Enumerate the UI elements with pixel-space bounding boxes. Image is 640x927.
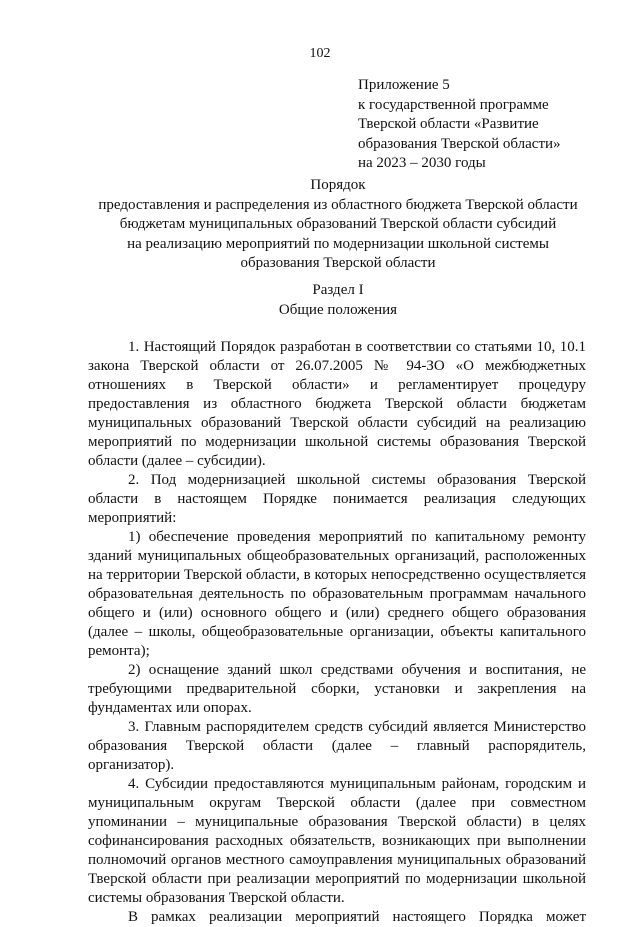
paragraph: 4. Субсидии предоставляются муниципальным районам, городским и муниципальным округам Тверской области (далее при совместном упоминании – муниципальные образования Тверской области) в целях софинансирования расходных обязательств, возникающих при выполнении полномочий органов местного самоуправления муниципальных образований Тверской области при реализации мероприятий по модернизации школьной системы образования Тверской области. — [88, 776, 586, 906]
paragraph: 2) оснащение зданий школ средствами обучения и воспитания, не требующими предварительной сборки, установки и закрепления на фундаментах или опорах. — [88, 662, 586, 716]
section-heading — [40, 281, 636, 320]
section-name: Общие положения — [278, 301, 398, 318]
title-line: предоставления и распределения из областного бюджета Тверской области — [98, 196, 578, 213]
document-title — [40, 176, 636, 274]
paragraph: 3. Главным распорядителем средств субсидий является Министерство образования Тверской области (далее – главный распорядитель, организатор). — [88, 719, 586, 773]
paragraph: 2. Под модернизацией школьной системы образования Тверской области в настоящем Порядке понимается реализация следующих мероприятий: — [88, 472, 586, 526]
paragraph: 1. Настоящий Порядок разработан в соответствии со статьями 10, 10.1 закона Тверской области от 26.07.2005 № 94-ЗО «О межбюджетных отношениях в Тверской области» и регламентирует процедуру предоставления из областного бюджета Тверской области бюджетам муниципальных образований Тверской области субсидий на реализацию мероприятий по модернизации школьной системы образования Тверской области (далее – субсидии). — [88, 339, 586, 469]
appendix-line: Тверской области «Развитие — [358, 116, 539, 132]
body-text — [88, 338, 586, 927]
appendix-line: образования Тверской области» — [358, 135, 561, 152]
paragraph: В рамках реализации мероприятий настоящего Порядка может — [128, 909, 586, 925]
appendix-line: к государственной программе — [358, 96, 549, 113]
section-number: Раздел I — [312, 282, 364, 298]
paragraph: 1) обеспечение проведения мероприятий по капитальному ремонту зданий муниципальных общеобразовательных организаций, расположенных на территории Тверской области, в которых непосредственно осуществляется образовательная деятельность по образовательным программам начального общего и (или) основного общего и (или) среднего общего образования (далее – школы, общеобразовательные организации, объекты капитального ремонта); — [88, 529, 586, 659]
page-number: 102 — [309, 46, 331, 61]
appendix-line: на 2023 – 2030 годы — [358, 155, 486, 171]
appendix-line: Приложение 5 — [358, 77, 450, 93]
title-heading: Порядок — [310, 177, 366, 193]
title-line: образования Тверской области — [240, 255, 436, 271]
appendix-header — [358, 76, 628, 174]
title-line: бюджетам муниципальных образований Тверской области субсидий — [119, 216, 557, 232]
title-line: на реализацию мероприятий по модернизации школьной системы — [127, 235, 549, 252]
